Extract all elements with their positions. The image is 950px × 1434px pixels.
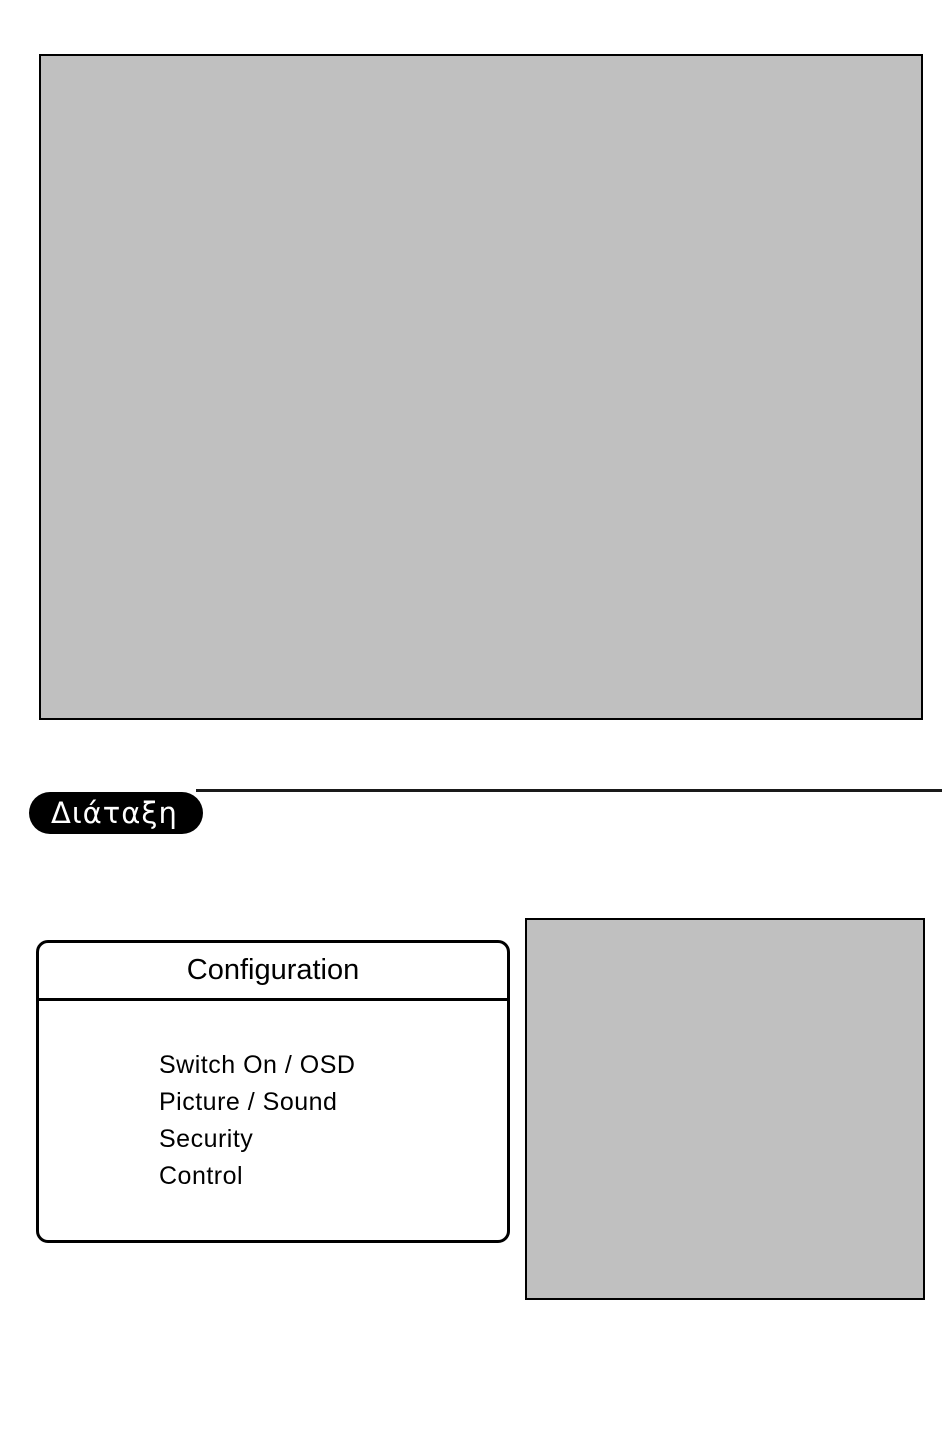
menu-item-picture-sound[interactable]: Picture / Sound — [159, 1088, 338, 1116]
screen-illustration-placeholder — [39, 54, 923, 720]
menu-title: Configuration — [39, 943, 507, 1001]
remote-illustration-placeholder — [525, 918, 925, 1300]
section-divider — [196, 789, 942, 792]
section-heading-label: Διάταξη — [51, 795, 178, 830]
configuration-menu — [36, 940, 510, 1243]
section-heading-tab — [29, 792, 203, 834]
menu-item-list — [159, 1047, 355, 1195]
menu-item-control[interactable]: Control — [159, 1162, 244, 1190]
menu-item-switch-on-osd[interactable]: Switch On / OSD — [159, 1051, 356, 1079]
menu-item-security[interactable]: Security — [159, 1125, 254, 1153]
